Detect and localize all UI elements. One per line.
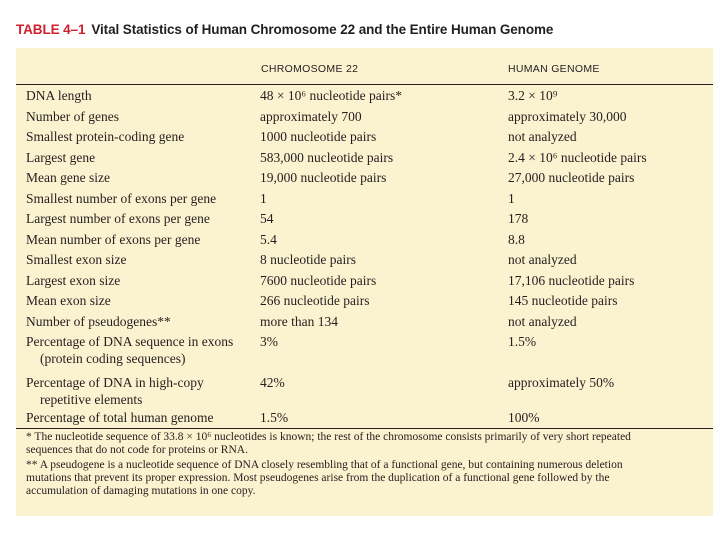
row-label: Largest gene — [26, 150, 96, 165]
chromosome-22-value: approximately 700 — [260, 109, 362, 124]
human-genome-value: 1 — [508, 191, 515, 206]
row-label: Smallest protein-coding gene — [26, 129, 185, 144]
chromosome-22-value: 19,000 nucleotide pairs — [260, 170, 387, 185]
chromosome-22-value: 1000 nucleotide pairs — [260, 129, 377, 144]
chromosome-22-value: 48 × 10⁶ nucleotide pairs* — [260, 88, 403, 103]
row-label: Mean exon size — [26, 293, 111, 308]
row-label: Percentage of total human genome — [26, 410, 214, 425]
human-genome-value: not analyzed — [508, 252, 577, 267]
chromosome-22-value: 1.5% — [260, 410, 289, 425]
row-label: repetitive elements — [40, 392, 143, 407]
row-label: Percentage of DNA sequence in exons — [26, 334, 234, 349]
footnote-line: mutations that prevent its proper expression. Most pseudogenes arise from the duplication of a functional gene followed by the — [26, 472, 610, 484]
row-label: Number of pseudogenes** — [26, 314, 171, 329]
row-label: (protein coding sequences) — [40, 351, 186, 366]
table-label: TABLE 4–1 — [16, 22, 86, 37]
chromosome-22-value: 1 — [260, 191, 267, 206]
row-label: Mean gene size — [26, 170, 110, 185]
human-genome-value: approximately 30,000 — [508, 109, 627, 124]
human-genome-value: 100% — [508, 410, 540, 425]
human-genome-value: 3.2 × 10⁹ — [508, 88, 558, 103]
chromosome-22-value: 266 nucleotide pairs — [260, 293, 370, 308]
row-label: Largest exon size — [26, 273, 121, 288]
table-title-text: Vital Statistics of Human Chromosome 22 and the Entire Human Genome — [91, 22, 554, 37]
human-genome-value: 2.4 × 10⁶ nucleotide pairs — [508, 150, 647, 165]
row-label: Smallest exon size — [26, 252, 127, 267]
row-label: Number of genes — [26, 109, 119, 124]
human-genome-value: 178 — [508, 211, 529, 226]
human-genome-value: not analyzed — [508, 314, 577, 329]
footnote-line: accumulation of damaging mutations in one copy. — [26, 485, 256, 497]
row-label: Smallest number of exons per gene — [26, 191, 217, 206]
row-label: DNA length — [26, 88, 92, 103]
chromosome-22-value: 5.4 — [260, 232, 277, 247]
chromosome-22-value: more than 134 — [260, 314, 338, 329]
human-genome-value: 8.8 — [508, 232, 525, 247]
chromosome-22-value: 8 nucleotide pairs — [260, 252, 356, 267]
human-genome-value: not analyzed — [508, 129, 577, 144]
human-genome-value: 1.5% — [508, 334, 537, 349]
header-chromosome-22: CHROMOSOME 22 — [261, 63, 359, 75]
row-label: Mean number of exons per gene — [26, 232, 201, 247]
chromosome-22-value: 3% — [260, 334, 278, 349]
chromosome-22-value: 7600 nucleotide pairs — [260, 273, 377, 288]
header-human-genome: HUMAN GENOME — [508, 63, 600, 75]
table-panel — [16, 48, 713, 516]
footnote-line: sequences that do not code for proteins or RNA. — [26, 444, 248, 456]
row-label: Largest number of exons per gene — [26, 211, 210, 226]
human-genome-value: approximately 50% — [508, 375, 615, 390]
footnote-rule — [16, 428, 713, 429]
human-genome-value: 17,106 nucleotide pairs — [508, 273, 635, 288]
row-label: Percentage of DNA in high-copy — [26, 375, 204, 390]
chromosome-22-value: 54 — [260, 211, 274, 226]
chromosome-22-value: 42% — [260, 375, 285, 390]
table-title — [16, 22, 553, 37]
chromosome-22-value: 583,000 nucleotide pairs — [260, 150, 394, 165]
footnote-line: ** A pseudogene is a nucleotide sequence of DNA closely resembling that of a functional gene, but containing numerous deletion — [26, 459, 623, 471]
header-rule — [16, 84, 713, 85]
human-genome-value: 145 nucleotide pairs — [508, 293, 618, 308]
footnote-line: * The nucleotide sequence of 33.8 × 10⁶ nucleotides is known; the rest of the chromosome consists primarily of very short repeated — [26, 431, 631, 443]
human-genome-value: 27,000 nucleotide pairs — [508, 170, 635, 185]
